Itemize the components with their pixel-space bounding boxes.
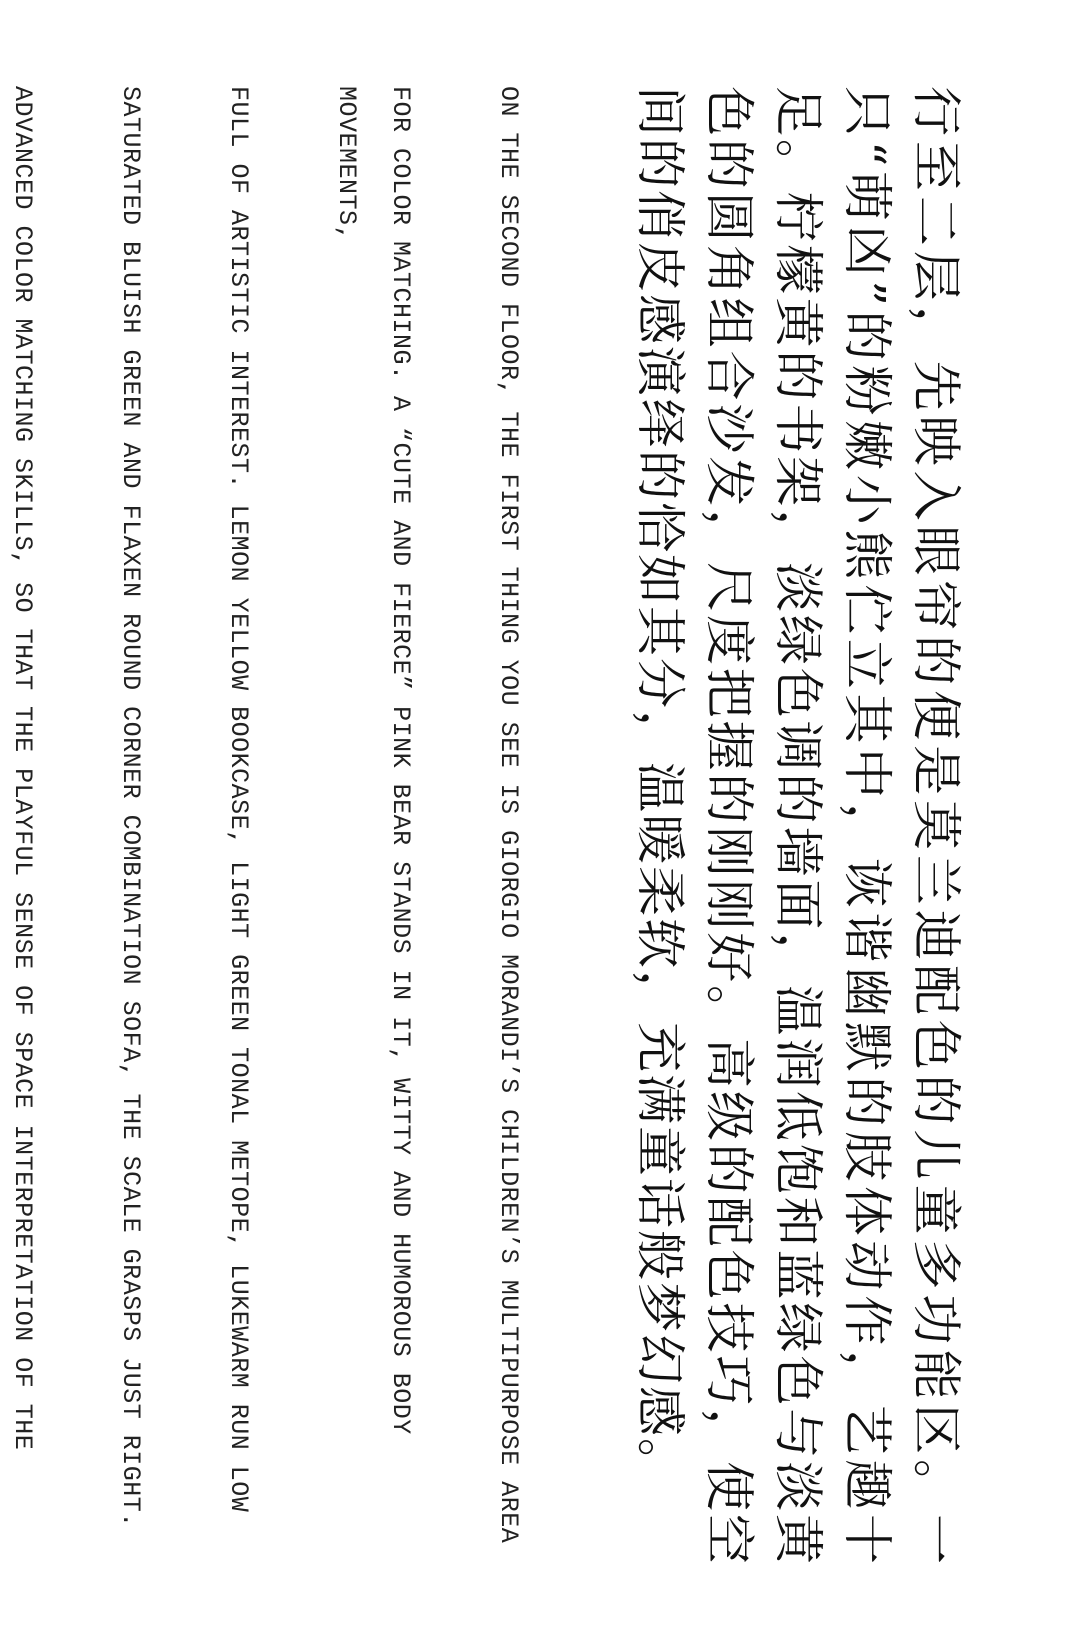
english-line: FOR COLOR MATCHING. A “CUTE AND FIERCE” PINK BEAR STANDS IN IT, WITTY AND HUMOROUS BODY MOVEMENTS,: [332, 86, 415, 1435]
document-body: [0, 86, 970, 1566]
english-line: FULL OF ARTISTIC INTEREST. LEMON YELLOW BOOKCASE, LIGHT GREEN TONAL METOPE, LUKEWARM RUN LOW: [224, 86, 253, 1513]
english-paragraph: [0, 86, 589, 1566]
english-line: ADVANCED COLOR MATCHING SKILLS, SO THAT THE PLAYFUL SENSE OF SPACE INTERPRETATION OF THE: [8, 86, 37, 1451]
english-line: ON THE SECOND FLOOR, THE FIRST THING YOU SEE IS GIORGIO MORANDI’S CHILDREN’S MULTIPURPOSE AREA: [494, 86, 523, 1544]
english-line: SATURATED BLUISH GREEN AND FLAXEN ROUND CORNER COMBINATION SOFA, THE SCALE GRASPS JUST RIGHT.: [116, 86, 145, 1528]
chinese-paragraph: 行至二层，先映入眼帘的便是莫兰迪配色的儿童多功能区。一只“萌凶”的粉嫩小熊伫立其中，诙谐幽默的肢体动作，艺趣十足。柠檬黄的书架，淡绿色调的墙面，温润低饱和蓝绿色与淡黄色的圆角组合沙发，尺度把握的刚刚好。高级的配色技巧，使空间的俏皮感演绎的恰如其分，温暖柔软，充满童话般梦幻感。: [631, 86, 965, 1566]
